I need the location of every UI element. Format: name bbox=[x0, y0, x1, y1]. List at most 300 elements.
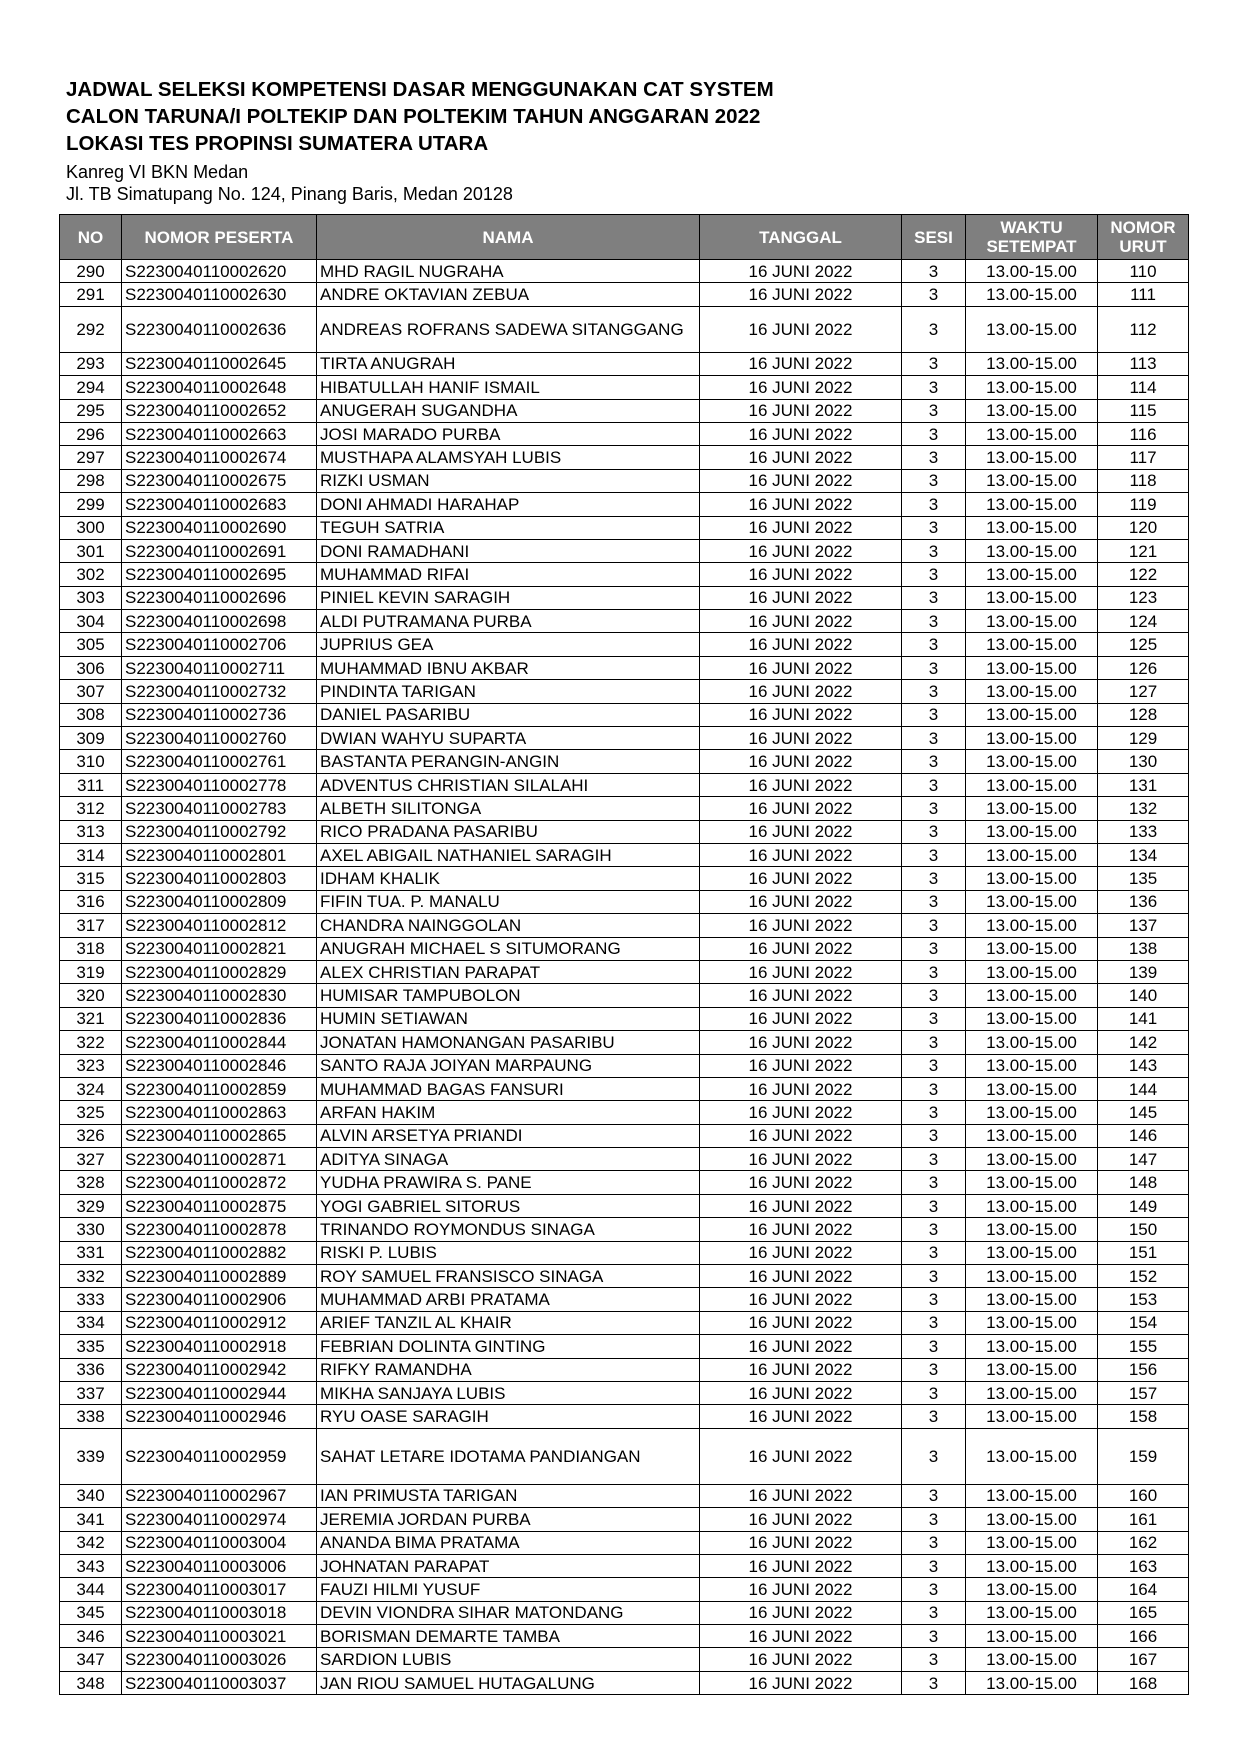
cell-no: 297 bbox=[60, 446, 122, 469]
cell-nama: MIKHA SANJAYA LUBIS bbox=[317, 1381, 700, 1404]
table-row bbox=[60, 1625, 1189, 1648]
cell-tanggal: 16 JUNI 2022 bbox=[700, 1148, 902, 1171]
cell-no: 346 bbox=[60, 1625, 122, 1648]
cell-sesi: 3 bbox=[902, 773, 966, 796]
cell-sesi: 3 bbox=[902, 750, 966, 773]
column-header-sesi: SESI bbox=[902, 215, 966, 260]
cell-waktu: 13.00-15.00 bbox=[966, 376, 1098, 399]
cell-nomor-peserta: S2230040110002944 bbox=[122, 1381, 317, 1404]
cell-no: 334 bbox=[60, 1311, 122, 1334]
cell-sesi: 3 bbox=[902, 937, 966, 960]
table-row bbox=[60, 727, 1189, 750]
cell-nomor-peserta: S2230040110002809 bbox=[122, 890, 317, 913]
cell-nama: DANIEL PASARIBU bbox=[317, 703, 700, 726]
cell-nomor-peserta: S2230040110002844 bbox=[122, 1031, 317, 1054]
cell-waktu: 13.00-15.00 bbox=[966, 539, 1098, 562]
cell-nomor-urut: 118 bbox=[1098, 469, 1189, 492]
cell-tanggal: 16 JUNI 2022 bbox=[700, 1124, 902, 1147]
cell-nomor-urut: 116 bbox=[1098, 422, 1189, 445]
cell-nomor-urut: 168 bbox=[1098, 1671, 1189, 1694]
cell-tanggal: 16 JUNI 2022 bbox=[700, 1554, 902, 1577]
cell-waktu: 13.00-15.00 bbox=[966, 1054, 1098, 1077]
cell-nama: ALEX CHRISTIAN PARAPAT bbox=[317, 960, 700, 983]
column-header-waktu-setempat bbox=[966, 215, 1098, 260]
cell-waktu: 13.00-15.00 bbox=[966, 1358, 1098, 1381]
cell-tanggal: 16 JUNI 2022 bbox=[700, 1265, 902, 1288]
cell-nomor-peserta: S2230040110002663 bbox=[122, 422, 317, 445]
cell-nomor-peserta: S2230040110002942 bbox=[122, 1358, 317, 1381]
cell-nomor-urut: 121 bbox=[1098, 539, 1189, 562]
cell-nomor-urut: 166 bbox=[1098, 1625, 1189, 1648]
cell-nomor-peserta: S2230040110002648 bbox=[122, 376, 317, 399]
cell-waktu: 13.00-15.00 bbox=[966, 306, 1098, 352]
cell-nomor-urut: 111 bbox=[1098, 283, 1189, 306]
cell-no: 295 bbox=[60, 399, 122, 422]
cell-waktu: 13.00-15.00 bbox=[966, 1031, 1098, 1054]
cell-nomor-peserta: S2230040110002871 bbox=[122, 1148, 317, 1171]
cell-nomor-urut: 126 bbox=[1098, 656, 1189, 679]
cell-waktu: 13.00-15.00 bbox=[966, 1218, 1098, 1241]
table-row bbox=[60, 1194, 1189, 1217]
cell-nomor-urut: 163 bbox=[1098, 1554, 1189, 1577]
table-row bbox=[60, 1054, 1189, 1077]
cell-nomor-peserta: S2230040110003004 bbox=[122, 1531, 317, 1554]
cell-no: 313 bbox=[60, 820, 122, 843]
cell-waktu: 13.00-15.00 bbox=[966, 773, 1098, 796]
cell-sesi: 3 bbox=[902, 703, 966, 726]
cell-nomor-peserta: S2230040110002878 bbox=[122, 1218, 317, 1241]
table-row bbox=[60, 399, 1189, 422]
cell-nama: JONATAN HAMONANGAN PASARIBU bbox=[317, 1031, 700, 1054]
cell-nama: JAN RIOU SAMUEL HUTAGALUNG bbox=[317, 1671, 700, 1694]
cell-tanggal: 16 JUNI 2022 bbox=[700, 914, 902, 937]
cell-nama: DONI RAMADHANI bbox=[317, 539, 700, 562]
table-row bbox=[60, 610, 1189, 633]
cell-nama: TIRTA ANUGRAH bbox=[317, 352, 700, 375]
cell-nama: RISKI P. LUBIS bbox=[317, 1241, 700, 1264]
cell-nomor-urut: 151 bbox=[1098, 1241, 1189, 1264]
cell-nomor-peserta: S2230040110002846 bbox=[122, 1054, 317, 1077]
cell-tanggal: 16 JUNI 2022 bbox=[700, 1077, 902, 1100]
cell-no: 324 bbox=[60, 1077, 122, 1100]
cell-no: 293 bbox=[60, 352, 122, 375]
cell-nomor-peserta: S2230040110003006 bbox=[122, 1554, 317, 1577]
cell-nama: YOGI GABRIEL SITORUS bbox=[317, 1194, 700, 1217]
cell-nomor-peserta: S2230040110002865 bbox=[122, 1124, 317, 1147]
cell-waktu: 13.00-15.00 bbox=[966, 984, 1098, 1007]
cell-nomor-urut: 129 bbox=[1098, 727, 1189, 750]
cell-no: 290 bbox=[60, 260, 122, 283]
cell-nomor-peserta: S2230040110002645 bbox=[122, 352, 317, 375]
cell-nama: BORISMAN DEMARTE TAMBA bbox=[317, 1625, 700, 1648]
cell-nama: TEGUH SATRIA bbox=[317, 516, 700, 539]
cell-sesi: 3 bbox=[902, 1311, 966, 1334]
cell-tanggal: 16 JUNI 2022 bbox=[700, 260, 902, 283]
cell-nama: FIFIN TUA. P. MANALU bbox=[317, 890, 700, 913]
cell-sesi: 3 bbox=[902, 984, 966, 1007]
cell-tanggal: 16 JUNI 2022 bbox=[700, 283, 902, 306]
cell-sesi: 3 bbox=[902, 1194, 966, 1217]
cell-sesi: 3 bbox=[902, 610, 966, 633]
cell-nama: ROY SAMUEL FRANSISCO SINAGA bbox=[317, 1265, 700, 1288]
table-row bbox=[60, 750, 1189, 773]
cell-nomor-urut: 132 bbox=[1098, 797, 1189, 820]
cell-no: 291 bbox=[60, 283, 122, 306]
cell-nomor-urut: 114 bbox=[1098, 376, 1189, 399]
table-row bbox=[60, 539, 1189, 562]
cell-nama: DEVIN VIONDRA SIHAR MATONDANG bbox=[317, 1601, 700, 1624]
urut-line-2: URUT bbox=[1119, 237, 1167, 256]
cell-tanggal: 16 JUNI 2022 bbox=[700, 1218, 902, 1241]
schedule-table bbox=[59, 214, 1189, 1695]
cell-nama: CHANDRA NAINGGOLAN bbox=[317, 914, 700, 937]
table-row bbox=[60, 1148, 1189, 1171]
cell-nomor-urut: 153 bbox=[1098, 1288, 1189, 1311]
table-row bbox=[60, 1578, 1189, 1601]
cell-nama: RIZKI USMAN bbox=[317, 469, 700, 492]
cell-tanggal: 16 JUNI 2022 bbox=[700, 843, 902, 866]
cell-waktu: 13.00-15.00 bbox=[966, 727, 1098, 750]
title-line-2: CALON TARUNA/I POLTEKIP DAN POLTEKIM TAHUN ANGGARAN 2022 bbox=[66, 105, 761, 128]
cell-sesi: 3 bbox=[902, 1554, 966, 1577]
cell-sesi: 3 bbox=[902, 914, 966, 937]
table-row bbox=[60, 1531, 1189, 1554]
cell-nama: DONI AHMADI HARAHAP bbox=[317, 493, 700, 516]
table-row bbox=[60, 1101, 1189, 1124]
cell-sesi: 3 bbox=[902, 260, 966, 283]
urut-line-1: NOMOR bbox=[1110, 218, 1176, 237]
cell-no: 347 bbox=[60, 1648, 122, 1671]
cell-nomor-peserta: S2230040110002946 bbox=[122, 1405, 317, 1428]
table-row bbox=[60, 306, 1189, 352]
cell-tanggal: 16 JUNI 2022 bbox=[700, 1601, 902, 1624]
cell-nomor-peserta: S2230040110003021 bbox=[122, 1625, 317, 1648]
table-row bbox=[60, 984, 1189, 1007]
cell-tanggal: 16 JUNI 2022 bbox=[700, 820, 902, 843]
cell-nomor-urut: 125 bbox=[1098, 633, 1189, 656]
cell-nama: ADITYA SINAGA bbox=[317, 1148, 700, 1171]
cell-tanggal: 16 JUNI 2022 bbox=[700, 563, 902, 586]
cell-sesi: 3 bbox=[902, 1428, 966, 1484]
cell-nama: TRINANDO ROYMONDUS SINAGA bbox=[317, 1218, 700, 1241]
cell-waktu: 13.00-15.00 bbox=[966, 1288, 1098, 1311]
cell-nama: MHD RAGIL NUGRAHA bbox=[317, 260, 700, 283]
cell-tanggal: 16 JUNI 2022 bbox=[700, 1358, 902, 1381]
cell-tanggal: 16 JUNI 2022 bbox=[700, 1484, 902, 1507]
cell-waktu: 13.00-15.00 bbox=[966, 1241, 1098, 1264]
cell-no: 332 bbox=[60, 1265, 122, 1288]
table-row bbox=[60, 914, 1189, 937]
cell-nama: IDHAM KHALIK bbox=[317, 867, 700, 890]
cell-waktu: 13.00-15.00 bbox=[966, 1554, 1098, 1577]
cell-sesi: 3 bbox=[902, 1054, 966, 1077]
cell-nomor-urut: 115 bbox=[1098, 399, 1189, 422]
cell-no: 304 bbox=[60, 610, 122, 633]
cell-nomor-urut: 134 bbox=[1098, 843, 1189, 866]
cell-nomor-urut: 161 bbox=[1098, 1508, 1189, 1531]
cell-waktu: 13.00-15.00 bbox=[966, 1578, 1098, 1601]
cell-nomor-urut: 159 bbox=[1098, 1428, 1189, 1484]
cell-nomor-peserta: S2230040110002760 bbox=[122, 727, 317, 750]
cell-sesi: 3 bbox=[902, 1671, 966, 1694]
cell-sesi: 3 bbox=[902, 1405, 966, 1428]
cell-tanggal: 16 JUNI 2022 bbox=[700, 750, 902, 773]
cell-no: 335 bbox=[60, 1335, 122, 1358]
cell-waktu: 13.00-15.00 bbox=[966, 820, 1098, 843]
cell-nomor-urut: 133 bbox=[1098, 820, 1189, 843]
cell-tanggal: 16 JUNI 2022 bbox=[700, 797, 902, 820]
cell-no: 317 bbox=[60, 914, 122, 937]
cell-tanggal: 16 JUNI 2022 bbox=[700, 1508, 902, 1531]
table-row bbox=[60, 773, 1189, 796]
cell-tanggal: 16 JUNI 2022 bbox=[700, 376, 902, 399]
cell-tanggal: 16 JUNI 2022 bbox=[700, 890, 902, 913]
cell-nomor-peserta: S2230040110002812 bbox=[122, 914, 317, 937]
cell-no: 306 bbox=[60, 656, 122, 679]
cell-nama: IAN PRIMUSTA TARIGAN bbox=[317, 1484, 700, 1507]
cell-sesi: 3 bbox=[902, 446, 966, 469]
cell-waktu: 13.00-15.00 bbox=[966, 1335, 1098, 1358]
table-row bbox=[60, 960, 1189, 983]
cell-tanggal: 16 JUNI 2022 bbox=[700, 610, 902, 633]
cell-nomor-peserta: S2230040110002906 bbox=[122, 1288, 317, 1311]
cell-nomor-peserta: S2230040110002736 bbox=[122, 703, 317, 726]
cell-sesi: 3 bbox=[902, 960, 966, 983]
cell-no: 311 bbox=[60, 773, 122, 796]
cell-nama: SARDION LUBIS bbox=[317, 1648, 700, 1671]
cell-nomor-peserta: S2230040110002698 bbox=[122, 610, 317, 633]
cell-sesi: 3 bbox=[902, 1007, 966, 1030]
cell-tanggal: 16 JUNI 2022 bbox=[700, 633, 902, 656]
table-row bbox=[60, 1428, 1189, 1484]
cell-nomor-urut: 117 bbox=[1098, 446, 1189, 469]
cell-nomor-urut: 147 bbox=[1098, 1148, 1189, 1171]
cell-nomor-urut: 113 bbox=[1098, 352, 1189, 375]
cell-nama: ALDI PUTRAMANA PURBA bbox=[317, 610, 700, 633]
cell-waktu: 13.00-15.00 bbox=[966, 1311, 1098, 1334]
cell-nama: ANUGRAH MICHAEL S SITUMORANG bbox=[317, 937, 700, 960]
cell-waktu: 13.00-15.00 bbox=[966, 960, 1098, 983]
cell-nomor-peserta: S2230040110002836 bbox=[122, 1007, 317, 1030]
cell-sesi: 3 bbox=[902, 1077, 966, 1100]
cell-no: 328 bbox=[60, 1171, 122, 1194]
cell-no: 344 bbox=[60, 1578, 122, 1601]
cell-nomor-peserta: S2230040110002803 bbox=[122, 867, 317, 890]
cell-nomor-urut: 167 bbox=[1098, 1648, 1189, 1671]
table-row bbox=[60, 656, 1189, 679]
cell-no: 345 bbox=[60, 1601, 122, 1624]
cell-nomor-peserta: S2230040110002959 bbox=[122, 1428, 317, 1484]
cell-sesi: 3 bbox=[902, 493, 966, 516]
table-row bbox=[60, 1648, 1189, 1671]
cell-waktu: 13.00-15.00 bbox=[966, 843, 1098, 866]
cell-tanggal: 16 JUNI 2022 bbox=[700, 539, 902, 562]
column-header-nomor-peserta: NOMOR PESERTA bbox=[122, 215, 317, 260]
cell-sesi: 3 bbox=[902, 352, 966, 375]
cell-nomor-peserta: S2230040110002778 bbox=[122, 773, 317, 796]
cell-tanggal: 16 JUNI 2022 bbox=[700, 703, 902, 726]
table-row bbox=[60, 1077, 1189, 1100]
location-address: Jl. TB Simatupang No. 124, Pinang Baris, Medan 20128 bbox=[66, 184, 513, 204]
cell-tanggal: 16 JUNI 2022 bbox=[700, 1405, 902, 1428]
table-row bbox=[60, 1554, 1189, 1577]
cell-sesi: 3 bbox=[902, 1508, 966, 1531]
cell-sesi: 3 bbox=[902, 680, 966, 703]
cell-nomor-peserta: S2230040110002675 bbox=[122, 469, 317, 492]
cell-no: 292 bbox=[60, 306, 122, 352]
cell-nomor-peserta: S2230040110002783 bbox=[122, 797, 317, 820]
cell-tanggal: 16 JUNI 2022 bbox=[700, 399, 902, 422]
table-row bbox=[60, 516, 1189, 539]
cell-nomor-peserta: S2230040110002889 bbox=[122, 1265, 317, 1288]
table-row bbox=[60, 633, 1189, 656]
cell-tanggal: 16 JUNI 2022 bbox=[700, 493, 902, 516]
cell-sesi: 3 bbox=[902, 469, 966, 492]
cell-waktu: 13.00-15.00 bbox=[966, 1508, 1098, 1531]
cell-sesi: 3 bbox=[902, 283, 966, 306]
cell-waktu: 13.00-15.00 bbox=[966, 1171, 1098, 1194]
cell-nama: ALVIN ARSETYA PRIANDI bbox=[317, 1124, 700, 1147]
cell-nomor-peserta: S2230040110002859 bbox=[122, 1077, 317, 1100]
cell-nomor-peserta: S2230040110002620 bbox=[122, 260, 317, 283]
table-row bbox=[60, 1381, 1189, 1404]
table-row bbox=[60, 1601, 1189, 1624]
cell-sesi: 3 bbox=[902, 586, 966, 609]
table-row bbox=[60, 586, 1189, 609]
cell-nomor-peserta: S2230040110002967 bbox=[122, 1484, 317, 1507]
cell-sesi: 3 bbox=[902, 820, 966, 843]
table-row bbox=[60, 422, 1189, 445]
table-row bbox=[60, 1031, 1189, 1054]
cell-nomor-urut: 110 bbox=[1098, 260, 1189, 283]
cell-no: 329 bbox=[60, 1194, 122, 1217]
cell-sesi: 3 bbox=[902, 1625, 966, 1648]
cell-nama: FEBRIAN DOLINTA GINTING bbox=[317, 1335, 700, 1358]
column-header-no: NO bbox=[60, 215, 122, 260]
cell-nomor-peserta: S2230040110002821 bbox=[122, 937, 317, 960]
table-row bbox=[60, 1358, 1189, 1381]
table-header-row bbox=[60, 215, 1189, 260]
cell-waktu: 13.00-15.00 bbox=[966, 914, 1098, 937]
cell-nama: PINIEL KEVIN SARAGIH bbox=[317, 586, 700, 609]
cell-nomor-urut: 152 bbox=[1098, 1265, 1189, 1288]
cell-no: 303 bbox=[60, 586, 122, 609]
cell-nomor-peserta: S2230040110002652 bbox=[122, 399, 317, 422]
cell-nama: MUHAMMAD RIFAI bbox=[317, 563, 700, 586]
cell-sesi: 3 bbox=[902, 797, 966, 820]
cell-nomor-peserta: S2230040110003037 bbox=[122, 1671, 317, 1694]
cell-tanggal: 16 JUNI 2022 bbox=[700, 1031, 902, 1054]
cell-sesi: 3 bbox=[902, 727, 966, 750]
cell-nomor-peserta: S2230040110002761 bbox=[122, 750, 317, 773]
cell-waktu: 13.00-15.00 bbox=[966, 1101, 1098, 1124]
cell-nomor-urut: 162 bbox=[1098, 1531, 1189, 1554]
cell-nama: DWIAN WAHYU SUPARTA bbox=[317, 727, 700, 750]
cell-nama: MUSTHAPA ALAMSYAH LUBIS bbox=[317, 446, 700, 469]
table-row bbox=[60, 890, 1189, 913]
cell-nomor-urut: 143 bbox=[1098, 1054, 1189, 1077]
cell-no: 294 bbox=[60, 376, 122, 399]
cell-tanggal: 16 JUNI 2022 bbox=[700, 727, 902, 750]
cell-waktu: 13.00-15.00 bbox=[966, 1148, 1098, 1171]
cell-sesi: 3 bbox=[902, 516, 966, 539]
cell-nomor-urut: 142 bbox=[1098, 1031, 1189, 1054]
cell-sesi: 3 bbox=[902, 539, 966, 562]
cell-sesi: 3 bbox=[902, 1241, 966, 1264]
cell-nomor-urut: 164 bbox=[1098, 1578, 1189, 1601]
cell-nama: MUHAMMAD IBNU AKBAR bbox=[317, 656, 700, 679]
cell-sesi: 3 bbox=[902, 306, 966, 352]
cell-nomor-peserta: S2230040110003018 bbox=[122, 1601, 317, 1624]
cell-waktu: 13.00-15.00 bbox=[966, 586, 1098, 609]
cell-no: 316 bbox=[60, 890, 122, 913]
cell-waktu: 13.00-15.00 bbox=[966, 610, 1098, 633]
cell-nomor-urut: 145 bbox=[1098, 1101, 1189, 1124]
cell-no: 323 bbox=[60, 1054, 122, 1077]
cell-waktu: 13.00-15.00 bbox=[966, 937, 1098, 960]
cell-nomor-peserta: S2230040110003017 bbox=[122, 1578, 317, 1601]
cell-waktu: 13.00-15.00 bbox=[966, 1077, 1098, 1100]
cell-no: 337 bbox=[60, 1381, 122, 1404]
cell-nomor-peserta: S2230040110002801 bbox=[122, 843, 317, 866]
cell-no: 296 bbox=[60, 422, 122, 445]
title-line-3: LOKASI TES PROPINSI SUMATERA UTARA bbox=[66, 132, 489, 155]
cell-nomor-urut: 130 bbox=[1098, 750, 1189, 773]
cell-tanggal: 16 JUNI 2022 bbox=[700, 1578, 902, 1601]
cell-tanggal: 16 JUNI 2022 bbox=[700, 1007, 902, 1030]
table-row bbox=[60, 1311, 1189, 1334]
table-row bbox=[60, 563, 1189, 586]
cell-nomor-urut: 120 bbox=[1098, 516, 1189, 539]
cell-tanggal: 16 JUNI 2022 bbox=[700, 1531, 902, 1554]
cell-nama: ANUGERAH SUGANDHA bbox=[317, 399, 700, 422]
table-row bbox=[60, 1484, 1189, 1507]
cell-no: 333 bbox=[60, 1288, 122, 1311]
cell-waktu: 13.00-15.00 bbox=[966, 352, 1098, 375]
cell-waktu: 13.00-15.00 bbox=[966, 260, 1098, 283]
cell-waktu: 13.00-15.00 bbox=[966, 1625, 1098, 1648]
cell-nomor-peserta: S2230040110002696 bbox=[122, 586, 317, 609]
cell-nomor-peserta: S2230040110002872 bbox=[122, 1171, 317, 1194]
cell-nama: ANANDA BIMA PRATAMA bbox=[317, 1531, 700, 1554]
cell-tanggal: 16 JUNI 2022 bbox=[700, 1194, 902, 1217]
cell-waktu: 13.00-15.00 bbox=[966, 703, 1098, 726]
cell-sesi: 3 bbox=[902, 867, 966, 890]
table-row bbox=[60, 469, 1189, 492]
cell-nomor-peserta: S2230040110002636 bbox=[122, 306, 317, 352]
cell-tanggal: 16 JUNI 2022 bbox=[700, 1054, 902, 1077]
cell-no: 298 bbox=[60, 469, 122, 492]
cell-tanggal: 16 JUNI 2022 bbox=[700, 867, 902, 890]
cell-sesi: 3 bbox=[902, 422, 966, 445]
cell-waktu: 13.00-15.00 bbox=[966, 1671, 1098, 1694]
cell-sesi: 3 bbox=[902, 633, 966, 656]
cell-tanggal: 16 JUNI 2022 bbox=[700, 352, 902, 375]
cell-waktu: 13.00-15.00 bbox=[966, 633, 1098, 656]
cell-sesi: 3 bbox=[902, 1578, 966, 1601]
cell-nomor-urut: 131 bbox=[1098, 773, 1189, 796]
cell-nomor-urut: 127 bbox=[1098, 680, 1189, 703]
cell-nomor-peserta: S2230040110002863 bbox=[122, 1101, 317, 1124]
cell-nama: HUMISAR TAMPUBOLON bbox=[317, 984, 700, 1007]
cell-sesi: 3 bbox=[902, 890, 966, 913]
cell-tanggal: 16 JUNI 2022 bbox=[700, 1381, 902, 1404]
cell-sesi: 3 bbox=[902, 1531, 966, 1554]
cell-nama: BASTANTA PERANGIN-ANGIN bbox=[317, 750, 700, 773]
cell-tanggal: 16 JUNI 2022 bbox=[700, 1241, 902, 1264]
cell-nama: RYU OASE SARAGIH bbox=[317, 1405, 700, 1428]
cell-tanggal: 16 JUNI 2022 bbox=[700, 422, 902, 445]
